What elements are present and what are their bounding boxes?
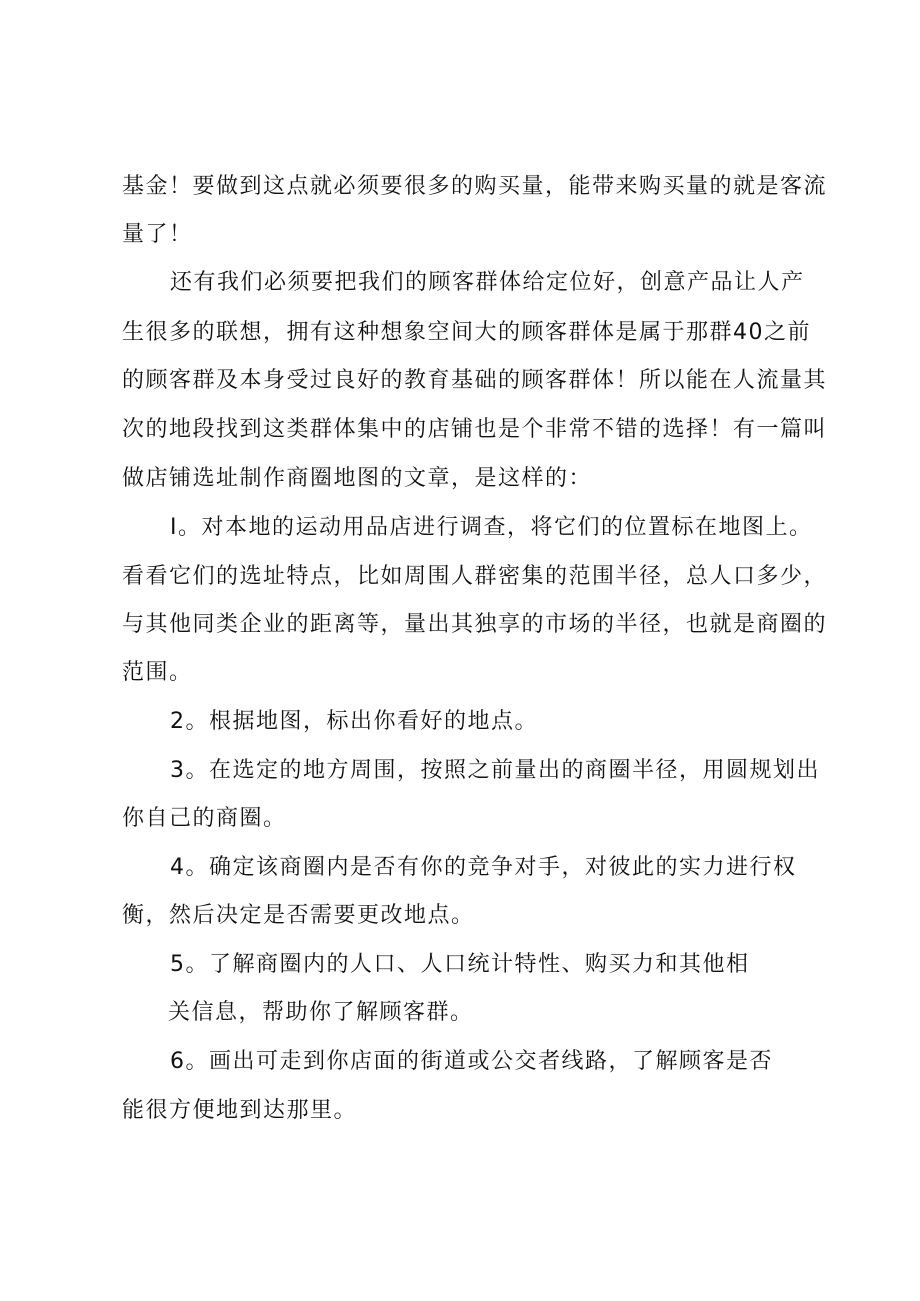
list-item-line: 与其他同类企业的距离等，量出其独享的市场的半径，也就是商圈的 [122, 612, 828, 637]
list-item-line: 3。在选定的地方周围，按照之前量出的商圈半径，用圆规划出 [170, 758, 820, 783]
paragraph-line: 量了！ [122, 222, 193, 247]
paragraph-line: 次的地段找到这类群体集中的店铺也是个非常不错的选择！有一篇叫 [122, 417, 828, 442]
list-item-line: 关信息，帮助你了解顾客群。 [168, 1000, 474, 1025]
list-item-line: 能很方便地到达那里。 [122, 1098, 358, 1123]
list-item-line: 4。确定该商圈内是否有你的竞争对手，对彼此的实力进行权 [170, 855, 797, 880]
list-item-line: 2。根据地图，标出你看好的地点。 [170, 709, 538, 734]
list-item-line: I。对本地的运动用品店进行调查，将它们的位置标在地图上。 [170, 515, 813, 540]
paragraph-line: 生很多的联想，拥有这种想象空间大的顾客群体是属于那群40之前 [122, 320, 811, 345]
paragraph-line: 的顾客群及本身受过良好的教育基础的顾客群体！所以能在人流量其 [122, 368, 828, 393]
paragraph-line: 基金！要做到这点就必须要很多的购买量，能带来购买量的就是客流 [122, 174, 828, 199]
list-item-line: 你自己的商圈。 [122, 806, 287, 831]
list-item-line: 范围。 [122, 660, 193, 685]
list-item-line: 6。画出可走到你店面的街道或公交者线路，了解顾客是否 [170, 1049, 773, 1074]
list-item-line: 看看它们的选址特点，比如周围人群密集的范围半径，总人口多少， [122, 564, 828, 589]
paragraph-line: 还有我们必须要把我们的顾客群体给定位好，创意产品让人产 [170, 270, 805, 295]
list-item-line: 衡，然后决定是否需要更改地点。 [122, 903, 475, 928]
list-item-line: 5。了解商圈内的人口、人口统计特性、购买力和其他相 [170, 952, 750, 977]
paragraph-line: 做店铺选址制作商圈地图的文章，是这样的： [122, 466, 593, 491]
